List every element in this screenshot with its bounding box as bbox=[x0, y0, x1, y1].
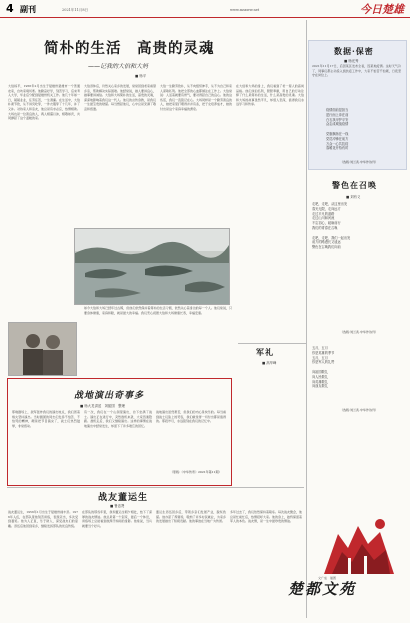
poem3-text: 五月，五月 你是英雄的季节 五月，五月 你是军人的礼赞 向祖国敬礼 向人民敬礼 向英雄敬礼 向战友敬礼 bbox=[312, 346, 335, 389]
lead-subtitle: ——记我的大伯和大妈 bbox=[88, 63, 149, 70]
poem3-footer: （选载:刘兰武·中华作诗刊） bbox=[340, 408, 378, 412]
sidebar-title: 战地演出奇事多 bbox=[74, 391, 145, 401]
poem2-byline: ■ 刘有义 bbox=[346, 195, 361, 199]
lead-column-4: 在大伯和大妈的身上，我们看到了老一辈人的高尚品格。他们淡泊名利，默默奉献，用自己的行动诠释了什么是简朴的生活，什么是高贵的灵魂。大伯和大妈的故事虽然平凡，却感人至深，值得我们永远学习和传承。 bbox=[236, 84, 304, 107]
article3-column-1: 战友董运生，1956年1月出生于楚雄州禄丰县。1976年入伍，在部队里他刻苦训练，表现突出，多次受到嘉奖。他为人正直，乐于助人，深受战友们的爱戴。退伍后他回到家乡，继续发扬部队的优良传统。 bbox=[8, 510, 78, 528]
article3-column-2: 在部队的那些年里，我和董运生朝夕相处，结下了深厚的战友情谊。他总是第一个起床，最后一个休息，训练场上总能看到他挥汗如雨的身影。他常说，当兵就要当个好兵。 bbox=[82, 510, 152, 528]
article3-byline: ■ 鲁忠贤 bbox=[110, 504, 125, 508]
right-box-text: 2021年11月17日，后因某区发布全省，因某地疫情。这时天气冷了，同事们都主动投入到抗疫工作中，大家不怕苦不怕累，日夜坚守在岗位上。 bbox=[312, 64, 401, 78]
landscape-photo bbox=[74, 228, 230, 305]
column-divider bbox=[306, 20, 307, 618]
right-box-title: 数据·保密 bbox=[334, 46, 374, 56]
article3-column-3: 董运生退伍回乡后，带领乡亲们发展产业，脱贫致富。他办起了养殖场，吸纳了许多村民就业，为家乡的发展做出了积极贡献。他的事迹在当地广为传颂。 bbox=[156, 510, 226, 524]
section-rule bbox=[7, 487, 304, 488]
lead-column-3: 大伯一生勤劳俭朴，从不向组织伸手，从不为自己和家人谋取私利。他把全部的心血都倾注在工作上。大伯常说：人活着就要有骨气，要对得起自己的良心。他的这些话，我们一直铭记在心。大妈同样是一个勤劳善良的人，她把家里打理得井井有条，把子女培养成才，她的付出是这个家庭幸福的源泉。 bbox=[160, 84, 232, 111]
website-url[interactable]: www.msxww.net bbox=[230, 8, 260, 12]
sidebar-column-3: 战地演出虽然艰苦，但我们的内心是快乐的。每当看到战士们脸上的笑容，我们就觉得一切付出都是值得的。那段岁月，永远铭刻在我们的记忆中。 bbox=[156, 410, 226, 424]
article3-column-4: 多年过去了，我们依然保持着联系。每次战友聚会，他总是忙前忙后，热情招呼大家。他的身上，始终保留着军人的本色。战友情，是一生中最珍贵的情谊。 bbox=[230, 510, 302, 524]
sidebar-byline: ■ 杨大龙讲述 刘振国 整理 bbox=[80, 404, 125, 408]
right-box-footer: （选载:刘兰武·中华作诗刊） bbox=[340, 160, 378, 164]
newspaper-logo: 今日楚雄 bbox=[360, 3, 404, 16]
lead-column-5: 如今大伯和大妈已经年过古稀，但他们依然保持着简朴的生活习惯，依然关心着身边的每一个人。他们常说，只要身体健康，家庭和睦，就是最大的幸福。我们衷心祝愿大伯和大妈健康长寿，幸福安康。 bbox=[84, 306, 232, 315]
column-name: 楚都文苑 bbox=[288, 580, 357, 598]
woodcut-illustration bbox=[318, 514, 400, 576]
header-rule bbox=[0, 17, 410, 18]
sidebar-column-1: 那晚剧场上，敌军轰炸我们的演出地点，我们冒着炮火坚持演出。当时剧团的同志们发扬不怕苦、不怕死的精神，硬是把节目演完了，战士们热烈鼓掌，非常感动。 bbox=[12, 410, 80, 428]
page-number: 4 bbox=[6, 2, 14, 15]
section-name: 副刊 bbox=[20, 5, 36, 14]
issue-date: 2021年11月8日 bbox=[62, 8, 89, 12]
right-box-byline: ■ 杨光秀 bbox=[344, 59, 359, 63]
poem2-text: 走吧，走吧，从这里出发 春光无限，走向远方 走过平凡的道路 走过山川和河流 不忘初心，砥砺前行 我们的青春在召唤 走吧，走吧，我们一起出发 前方的路漫长又遥远 警色在召唤我们向前 bbox=[312, 202, 351, 250]
article3-title: 战友董运生 bbox=[98, 493, 149, 503]
sidebar-footer: （原载:《中华传奇》2021年第11期） bbox=[170, 470, 222, 474]
lead-column-2: 大伯退休后，仍然关心家乡的发展，常常回到老家看望乡亲，帮助解决实际困难。他经常说，做人要讲良心，做事要讲诚信。大伯和大妈简朴的生活，高贵的灵魂，深深地影响着我们这一代人。他们的言传身教，是我们一生最宝贵的财富。每当想起他们，心中总是充满了敬意和感激。 bbox=[84, 84, 156, 111]
illustration-caption: 文广成 插图 bbox=[318, 576, 337, 580]
lead-column-1: 大伯杨平，1956年2月出生于楚雄州楚雄市一个普通农家，自幼家境贫寒。他勤奋好学，刻苦学习，后来考入大学，毕业后分配到楚雄州机关工作。他几十年如一日，兢兢业业，任劳任怨，一生清廉。在生活中，大伯朴素节俭，从不讲究吃穿，一件衣服穿了十几年，补了又补。对待家人和亲友，他总是有求必应，热情相助。大妈也是一位善良的人，两人相濡以沫，相敬如宾，共同撑起了这个温暖的家。 bbox=[8, 84, 80, 121]
sidebar-column-2: 有一次，我们在一个山洞里演出，台下坐满了战士。演出正在进行中，突然敌机来袭，大家迅速隐蔽。敌机走后，我们又继续演出。这样的事情在战地演出中经常发生，却留下了许多难忘的回忆。 bbox=[84, 410, 152, 428]
poem3-title: 军礼 bbox=[256, 347, 274, 357]
poem2-footer: （选载:刘兰武·中华作诗刊） bbox=[340, 330, 378, 334]
poem2-title: 警色在召唤 bbox=[332, 180, 377, 190]
portrait-photo bbox=[8, 322, 77, 376]
lead-title: 简朴的生活 高贵的灵魂 bbox=[44, 40, 215, 57]
poem3-byline: ■ 高华峰 bbox=[262, 361, 277, 365]
poem3-rule bbox=[238, 343, 306, 344]
right-box-poem: 疫情面前显担当 逆行而上冲在前 白衣执甲护平安 众志成城战疫情 党旗飘扬在一线 党员冲锋在前方 万众一心共抗疫 春暖花开待有时 bbox=[326, 108, 349, 151]
lead-byline: ■ 杨平 bbox=[135, 74, 147, 78]
